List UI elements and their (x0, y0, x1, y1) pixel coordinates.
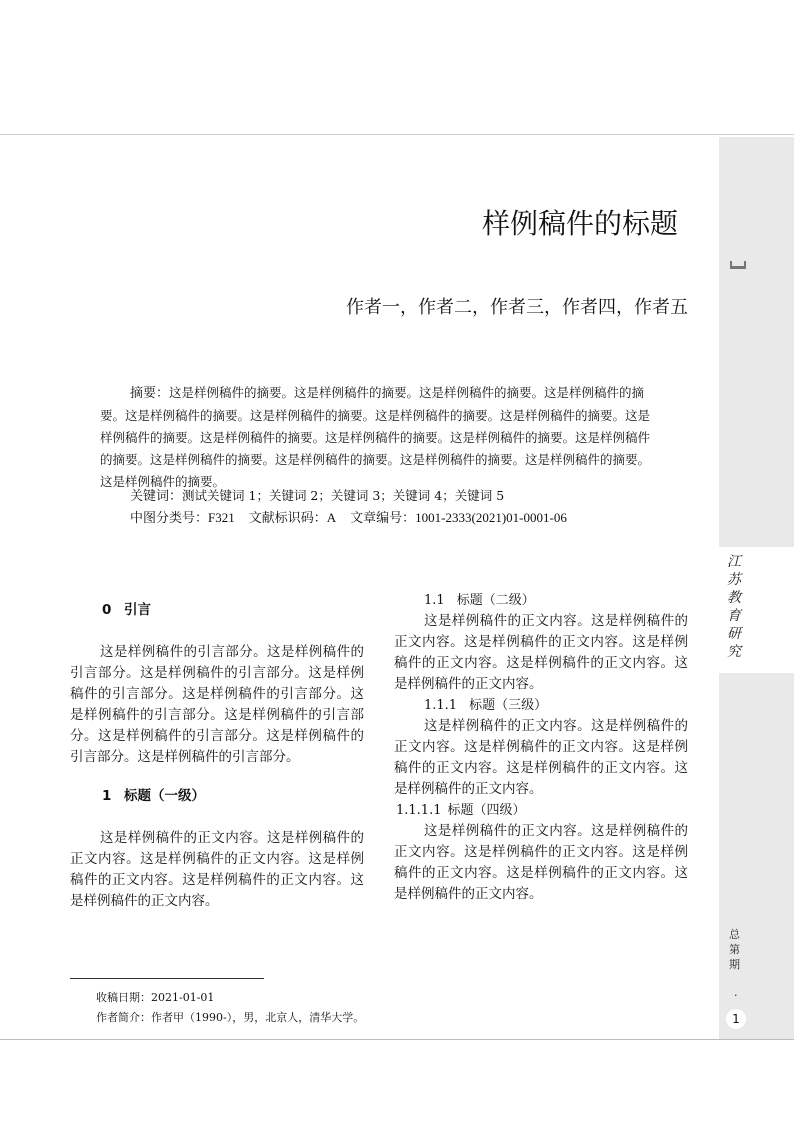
right-column (394, 590, 688, 905)
heading-level-4 (394, 800, 688, 821)
heading-number: 1.1.1 (424, 698, 458, 713)
heading-title: 标题（二级） (456, 593, 535, 608)
issue-label: 总第期 (729, 928, 740, 971)
page-number: 1 (726, 1009, 746, 1029)
section-number: 0 (102, 602, 112, 618)
heading-number: 1.1.1.1 (396, 803, 442, 818)
author-bio-value: 作者甲（1990-），男，北京人，清华大学。 (151, 1011, 365, 1024)
abstract-text: 这是样例稿件的摘要。这是样例稿件的摘要。这是样例稿件的摘要。这是样例稿件的摘要。这是样例稿件的摘要。这是样例稿件的摘要。这是样例稿件的摘要。这是样例稿件的摘要。这是样例稿件的摘要。这是样例稿件的摘要。这是样例稿件的摘要。这是样例稿件的摘要。这是样例稿件的摘要。这是样例稿件的摘要。这是样例稿件的摘要。这是样例稿件的摘要。这是样例稿件的摘要。这是样例稿件的摘要。 (100, 385, 651, 489)
keywords (130, 486, 670, 507)
abstract (100, 382, 662, 493)
section-number: 1 (102, 788, 112, 804)
abstract-label: 摘要： (130, 386, 170, 401)
section-title: 标题（一级） (124, 788, 205, 804)
received-label: 收稿日期： (96, 991, 151, 1004)
section-heading-1 (70, 786, 364, 807)
footer-rule (0, 1039, 794, 1040)
heading-title: 标题（三级） (469, 698, 548, 713)
issue-separator: · (734, 989, 738, 1002)
article-no-label: 文章编号： (350, 511, 416, 526)
clc-label: 中图分类号： (130, 511, 209, 526)
clc-value: F321 (208, 510, 235, 525)
article-title: 样例稿件的标题 (481, 207, 678, 240)
body-paragraph: 这是样例稿件的正文内容。这是样例稿件的正文内容。这是样例稿件的正文内容。这是样例稿件的正文内容。这是样例稿件的正文内容。这是样例稿件的正文内容。 (394, 613, 688, 692)
doc-code-label: 文献标识码： (248, 511, 327, 526)
bracket-icon (730, 261, 746, 269)
classification-line (130, 508, 690, 529)
journal-sidebar (719, 137, 794, 1039)
heading-title: 标题（四级） (447, 803, 526, 818)
received-date-note (96, 990, 214, 1006)
section-heading-intro (70, 600, 364, 621)
heading-level-3 (394, 695, 688, 716)
author-bio-label: 作者简介： (96, 1011, 151, 1024)
footnote-rule (70, 978, 264, 979)
body-paragraph: 这是样例稿件的正文内容。这是样例稿件的正文内容。这是样例稿件的正文内容。这是样例稿件的正文内容。这是样例稿件的正文内容。这是样例稿件的正文内容。 (394, 823, 688, 902)
intro-paragraph: 这是样例稿件的引言部分。这是样例稿件的引言部分。这是样例稿件的引言部分。这是样例稿件的引言部分。这是样例稿件的引言部分。这是样例稿件的引言部分。这是样例稿件的引言部分。这是样例稿件的引言部分。这是样例稿件的引言部分。这是样例稿件的引言部分。 (70, 644, 364, 765)
author-bio-note (96, 1010, 364, 1026)
article-authors: 作者一，作者二，作者三，作者四，作者五 (346, 297, 688, 318)
article-no-value: 1001-2333(2021)01-0001-06 (415, 510, 567, 525)
received-value: 2021-01-01 (151, 991, 215, 1004)
journal-name: 江苏教育研究 (727, 554, 741, 660)
heading-number: 1.1 (424, 593, 445, 608)
header-rule (0, 134, 794, 135)
left-column (70, 600, 364, 912)
body-paragraph: 这是样例稿件的正文内容。这是样例稿件的正文内容。这是样例稿件的正文内容。这是样例稿件的正文内容。这是样例稿件的正文内容。这是样例稿件的正文内容。 (70, 830, 364, 909)
doc-code-value: A (326, 510, 337, 525)
journal-brand (719, 547, 794, 673)
section-title: 引言 (124, 602, 151, 618)
keywords-text: 测试关键词 1；关键词 2；关键词 3；关键词 4；关键词 5 (182, 488, 505, 503)
keywords-label: 关键词： (130, 489, 183, 504)
heading-level-2 (394, 590, 688, 611)
body-paragraph: 这是样例稿件的正文内容。这是样例稿件的正文内容。这是样例稿件的正文内容。这是样例稿件的正文内容。这是样例稿件的正文内容。这是样例稿件的正文内容。 (394, 718, 688, 797)
